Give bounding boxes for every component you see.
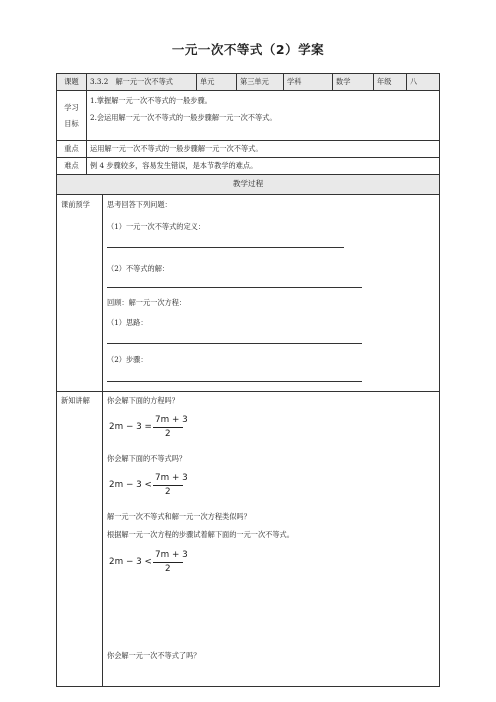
header-grade-value: 八 [410, 77, 418, 86]
header-unit-value: 第三单元 [240, 77, 269, 86]
answer-blank-line [107, 381, 362, 382]
col-divider [406, 74, 407, 90]
fraction-numerator: 7m + 3 [155, 550, 188, 560]
answer-blank-line [107, 287, 362, 288]
question-text: 你会解下面的方程吗？ [107, 396, 179, 405]
header-subject-value: 数学 [336, 77, 351, 86]
equation-2 [109, 473, 189, 501]
col-divider [102, 195, 103, 686]
row-divider [56, 157, 440, 158]
fraction-denominator: 2 [165, 487, 171, 497]
preview-line: （1）思路： [107, 318, 148, 327]
preview-line: （1）一元一次不等式的定义： [107, 222, 206, 231]
header-topic-value: 3.3.2 解一元一次不等式 [90, 77, 173, 86]
header-label-unit: 单元 [200, 77, 215, 86]
answer-blank-line [107, 247, 344, 248]
col-divider [283, 74, 284, 90]
question-text: 你会解一元一次不等式了吗？ [107, 651, 201, 660]
preview-line: 回顾：解一元一次方程： [107, 298, 187, 307]
objective-item: 1.掌握解一元一次不等式的一般步骤。 [90, 96, 212, 105]
row-divider [56, 140, 440, 141]
col-divider [236, 74, 237, 90]
row-divider [56, 90, 440, 91]
fraction-numerator: 7m + 3 [155, 473, 188, 483]
equation-3 [109, 550, 189, 578]
equation-1 [109, 415, 189, 443]
col-divider [196, 74, 197, 90]
row-divider [56, 391, 440, 392]
col-divider [86, 74, 87, 175]
equation-lhs: 2m − 3 < [109, 557, 152, 567]
header-label-topic: 课题 [64, 76, 79, 86]
keypoint-text: 运用解一元一次不等式的一般步骤解一元一次不等式。 [90, 144, 263, 153]
preview-line: （2）步骤： [107, 355, 148, 364]
answer-blank-line [107, 343, 362, 344]
fraction-numerator: 7m + 3 [155, 415, 188, 425]
header-label-grade: 年级 [377, 77, 392, 86]
new-knowledge-label: 新知讲解 [61, 396, 90, 405]
difficulty-text: 例 4 步骤较多，容易发生错误，是本节教学的难点。 [90, 161, 258, 170]
objectives-label-line: 学习 [64, 103, 79, 112]
process-title: 教学过程 [232, 179, 264, 189]
keypoint-label: 重点 [64, 143, 79, 153]
equation-lhs: 2m − 3 = [109, 422, 152, 432]
row-divider [56, 194, 440, 195]
question-text: 根据解一元一次方程的步骤试着解下面的一元一次不等式。 [107, 530, 294, 539]
fraction-bar [153, 427, 183, 428]
fraction-denominator: 2 [165, 429, 171, 439]
preview-line: 思考回答下列问题： [107, 200, 172, 209]
question-text: 你会解下面的不等式吗？ [107, 454, 187, 463]
fraction-denominator: 2 [165, 564, 171, 574]
objectives-label [57, 100, 86, 134]
difficulty-label: 难点 [64, 160, 79, 170]
objectives-label-line: 目标 [64, 118, 79, 128]
fraction-bar [153, 562, 183, 563]
preview-label: 课前预学 [61, 200, 90, 209]
page-title: 一元一次不等式（2）学案 [171, 42, 325, 57]
col-divider [373, 74, 374, 90]
fraction-bar [153, 485, 183, 486]
question-text: 解一元一次不等式和解一元一次方程类似吗？ [107, 512, 251, 521]
preview-line: （2）不等式的解： [107, 264, 170, 273]
col-divider [332, 74, 333, 90]
objective-item: 2.会运用解一元一次不等式的一般步骤解一元一次不等式。 [90, 113, 277, 122]
header-label-subject: 学科 [287, 77, 302, 86]
equation-lhs: 2m − 3 < [109, 480, 152, 490]
